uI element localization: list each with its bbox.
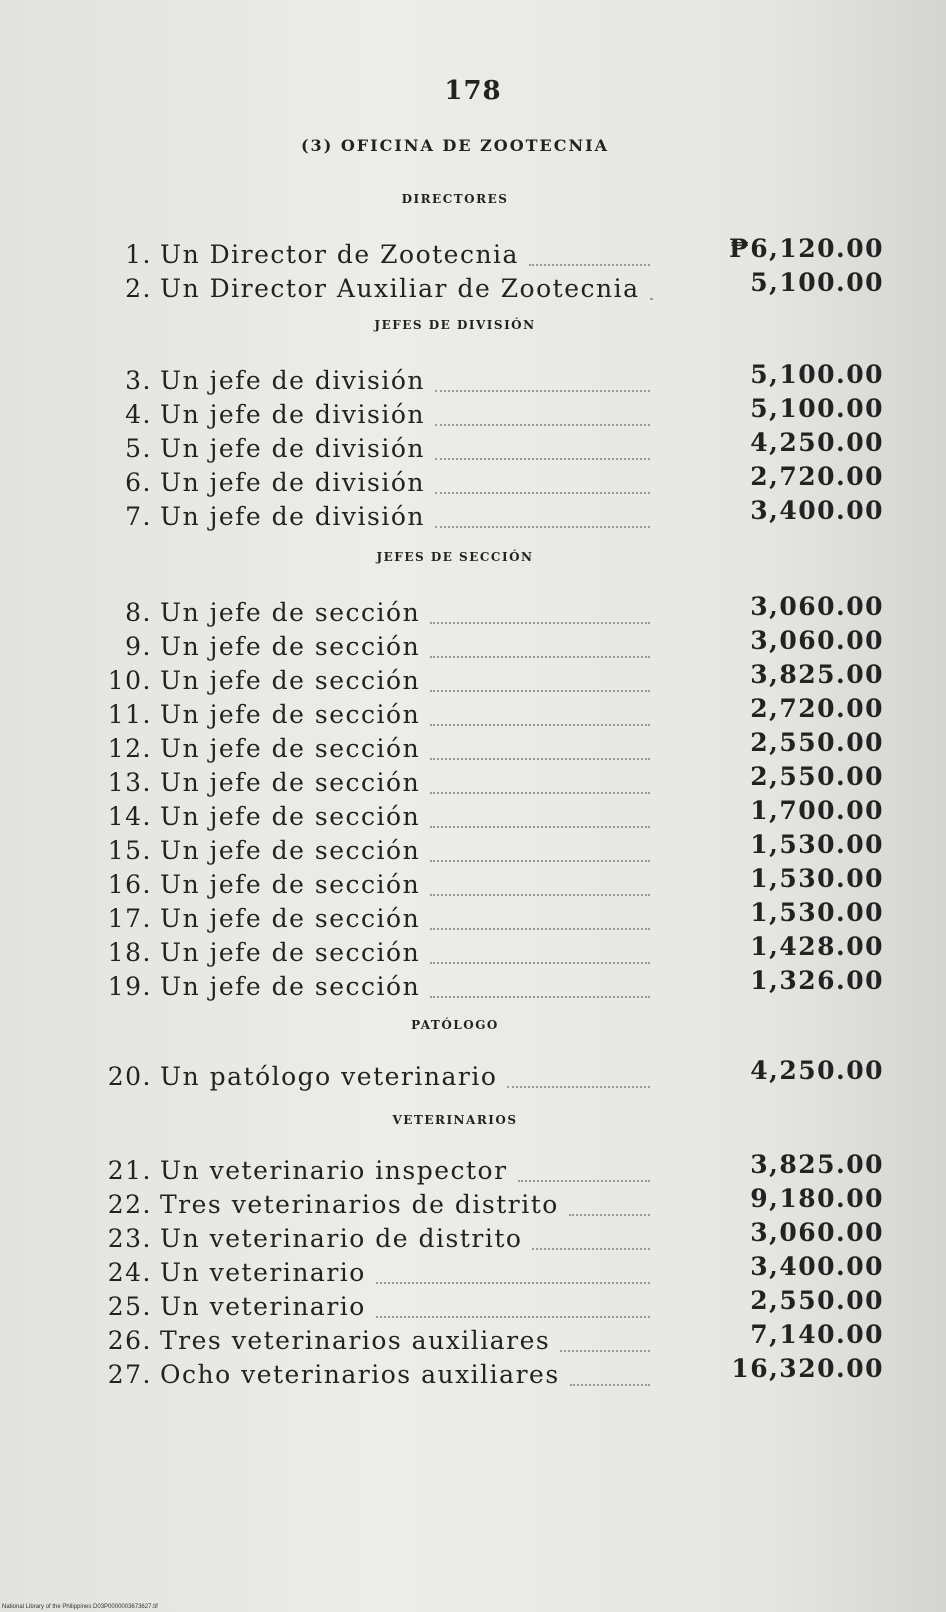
line-item	[104, 1354, 884, 1394]
item-label: Un jefe de sección	[160, 768, 421, 797]
item-label: Un jefe de sección	[160, 598, 421, 627]
item-number: 25.	[107, 1292, 152, 1321]
item-number: 3.	[125, 366, 152, 395]
dot-leader	[430, 926, 650, 930]
scan-footer: National Library of the Philippines D03P0000003673627.tif	[2, 1604, 158, 1610]
item-label: Un jefe de sección	[160, 666, 421, 695]
item-amount: 1,530.00	[750, 864, 884, 893]
item-number: 19.	[107, 972, 152, 1001]
item-label: Un Director de Zootecnia	[160, 240, 519, 269]
item-label: Un Director Auxiliar de Zootecnia	[160, 274, 640, 303]
item-amount: 2,720.00	[750, 694, 884, 723]
dot-leader	[376, 1280, 650, 1284]
item-amount: 3,060.00	[750, 592, 884, 621]
item-label: Ocho veterinarios auxiliares	[160, 1360, 560, 1389]
office-title: (3) OFICINA DE ZOOTECNIA	[300, 136, 609, 155]
item-amount: 2,550.00	[750, 762, 884, 791]
item-number: 1.	[125, 240, 152, 269]
item-label: Un veterinario	[160, 1258, 366, 1287]
item-amount: 3,060.00	[750, 1218, 884, 1247]
item-amount: 1,700.00	[750, 796, 884, 825]
item-amount: 3,825.00	[750, 660, 884, 689]
item-number: 5.	[125, 434, 152, 463]
item-number: 8.	[125, 598, 152, 627]
dot-leader	[518, 1178, 650, 1182]
item-label: Un jefe de división	[160, 468, 425, 497]
item-amount: 5,100.00	[750, 268, 884, 297]
item-label: Un veterinario de distrito	[160, 1224, 523, 1253]
dot-leader	[560, 1348, 650, 1352]
dot-leader	[569, 1212, 650, 1216]
item-amount: 5,100.00	[750, 394, 884, 423]
item-number: 18.	[107, 938, 152, 967]
section-heading: PATÓLOGO	[411, 1018, 499, 1032]
item-amount: ₱6,120.00	[728, 234, 884, 263]
dot-leader	[430, 892, 650, 896]
dot-leader	[435, 388, 650, 392]
item-number: 11.	[107, 700, 152, 729]
item-amount: 1,326.00	[750, 966, 884, 995]
dot-leader	[435, 422, 650, 426]
item-amount: 4,250.00	[750, 1056, 884, 1085]
item-amount: 2,720.00	[750, 462, 884, 491]
item-amount: 3,400.00	[750, 1252, 884, 1281]
item-number: 10.	[107, 666, 152, 695]
page-number: 178	[444, 76, 502, 106]
item-number: 21.	[107, 1156, 152, 1185]
item-label: Un jefe de división	[160, 366, 425, 395]
item-number: 27.	[107, 1360, 152, 1389]
dot-leader	[435, 490, 650, 494]
item-amount: 3,060.00	[750, 626, 884, 655]
dot-leader	[532, 1246, 650, 1250]
item-label: Un veterinario	[160, 1292, 366, 1321]
dot-leader	[376, 1314, 650, 1318]
item-label: Un jefe de sección	[160, 836, 421, 865]
item-amount: 3,825.00	[750, 1150, 884, 1179]
item-amount: 7,140.00	[750, 1320, 884, 1349]
item-number: 20.	[107, 1062, 152, 1091]
item-amount: 2,550.00	[750, 728, 884, 757]
item-label: Un jefe de división	[160, 502, 425, 531]
item-amount: 16,320.00	[731, 1354, 884, 1383]
dot-leader	[430, 790, 650, 794]
section-heading: JEFES DE DIVISIÓN	[374, 318, 536, 332]
item-number: 22.	[107, 1190, 152, 1219]
dot-leader	[570, 1382, 650, 1386]
item-label: Un veterinario inspector	[160, 1156, 508, 1185]
item-label: Un patólogo veterinario	[160, 1062, 498, 1091]
item-number: 9.	[125, 632, 152, 661]
line-item	[104, 1056, 884, 1096]
item-amount: 1,530.00	[750, 830, 884, 859]
dot-leader	[529, 262, 650, 266]
item-label: Un jefe de división	[160, 434, 425, 463]
dot-leader	[507, 1084, 650, 1088]
item-label: Tres veterinarios auxiliares	[160, 1326, 551, 1355]
dot-leader	[430, 722, 650, 726]
dot-leader	[435, 524, 650, 528]
item-amount: 1,530.00	[750, 898, 884, 927]
item-label: Un jefe de sección	[160, 632, 421, 661]
item-label: Un jefe de sección	[160, 700, 421, 729]
dot-leader	[430, 858, 650, 862]
item-amount: 4,250.00	[750, 428, 884, 457]
item-number: 12.	[107, 734, 152, 763]
dot-leader	[430, 620, 650, 624]
item-label: Tres veterinarios de distrito	[160, 1190, 559, 1219]
item-amount: 3,400.00	[750, 496, 884, 525]
line-item	[104, 496, 884, 536]
item-amount: 5,100.00	[750, 360, 884, 389]
item-label: Un jefe de división	[160, 400, 425, 429]
dot-leader	[430, 824, 650, 828]
item-number: 15.	[107, 836, 152, 865]
dot-leader	[430, 756, 650, 760]
item-label: Un jefe de sección	[160, 904, 421, 933]
item-number: 26.	[107, 1326, 152, 1355]
dot-leader	[430, 688, 650, 692]
item-number: 24.	[107, 1258, 152, 1287]
section-heading: JEFES DE SECCIÓN	[376, 550, 534, 564]
item-label: Un jefe de sección	[160, 972, 421, 1001]
item-label: Un jefe de sección	[160, 870, 421, 899]
item-number: 4.	[125, 400, 152, 429]
section-heading: DIRECTORES	[401, 192, 509, 206]
dot-leader	[435, 456, 650, 460]
item-number: 14.	[107, 802, 152, 831]
item-amount: 9,180.00	[750, 1184, 884, 1213]
line-item	[104, 268, 884, 308]
dot-leader	[430, 654, 650, 658]
item-number: 7.	[125, 502, 152, 531]
item-label: Un jefe de sección	[160, 802, 421, 831]
item-number: 2.	[125, 274, 152, 303]
section-heading: VETERINARIOS	[392, 1113, 518, 1127]
item-label: Un jefe de sección	[160, 734, 421, 763]
dot-leader	[430, 960, 650, 964]
item-number: 16.	[107, 870, 152, 899]
line-item	[104, 966, 884, 1006]
item-number: 13.	[107, 768, 152, 797]
item-label: Un jefe de sección	[160, 938, 421, 967]
item-number: 6.	[125, 468, 152, 497]
item-amount: 1,428.00	[750, 932, 884, 961]
item-amount: 2,550.00	[750, 1286, 884, 1315]
item-number: 17.	[107, 904, 152, 933]
item-number: 23.	[107, 1224, 152, 1253]
dot-leader	[430, 994, 650, 998]
